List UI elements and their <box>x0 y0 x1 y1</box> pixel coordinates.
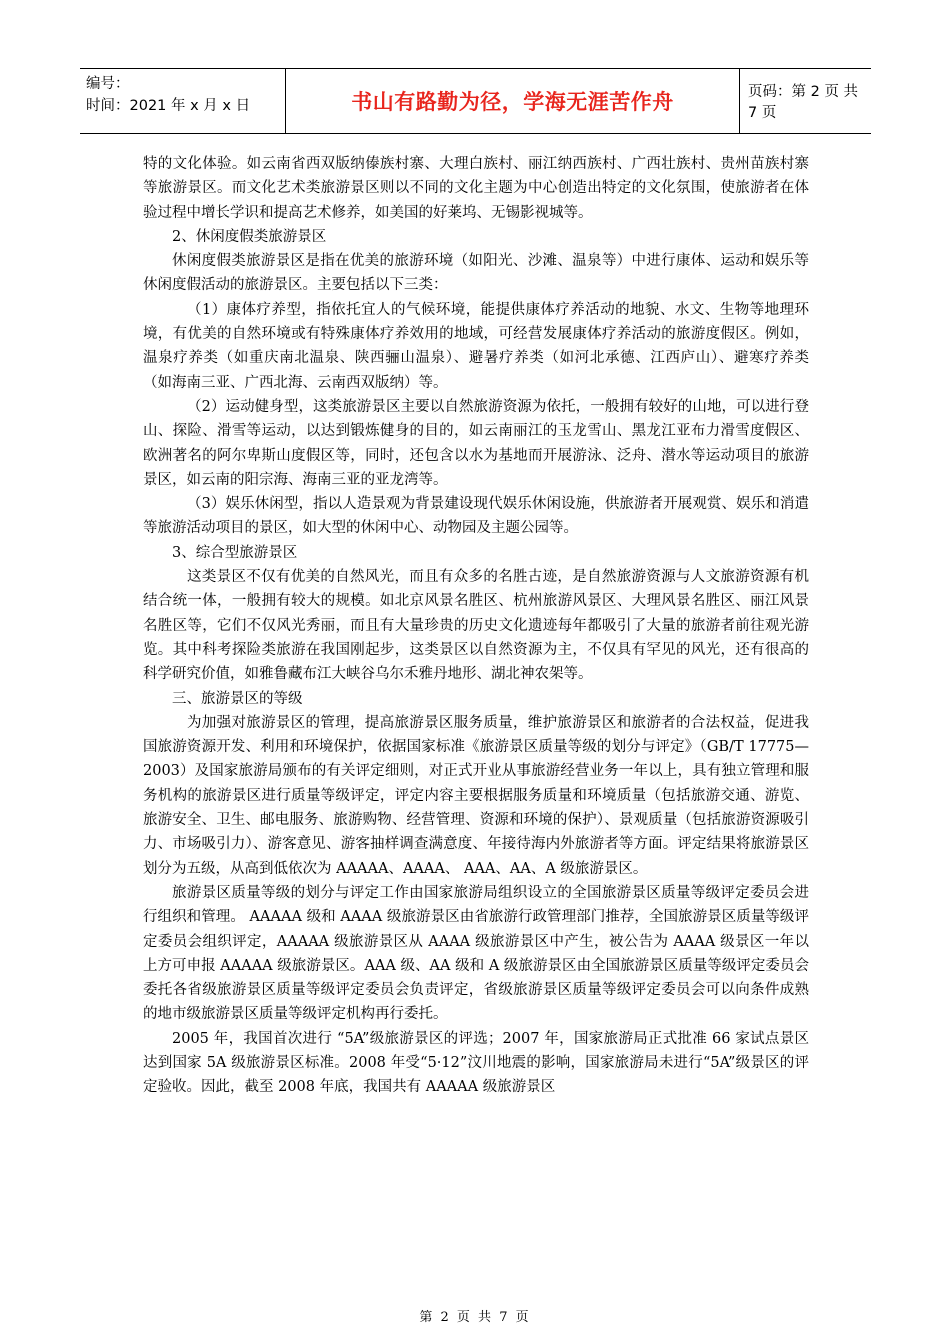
paragraph: 为加强对旅游景区的管理，提高旅游景区服务质量，维护旅游景区和旅游者的合法权益，促进我国旅游资源开发、利用和环境保护，依据国家标准《旅游景区质量等级的划分与评定》（GB/T 17775—2003）及国家旅游局颁布的有关评定细则，对正式开业从事旅游经营业务一年以上，具有独立管理和服务机构的旅游景区进行质量等级评定，评定内容主要根据服务质量和环境质量（包括旅游交通、游览、旅游安全、卫生、邮电服务、旅游购物、经营管理、资源和环境的保护）、景观质量（包括旅游资源吸引力、市场吸引力）、游客意见、游客抽样调查满意度、年接待海内外旅游者等方面。评定结果将旅游景区划分为五级，从高到低依次为 AAAAA、AAAA、 AAA、AA、A 级旅游景区。 <box>143 714 809 877</box>
paragraph: 特的文化体验。如云南省西双版纳傣族村寨、大理白族村、丽江纳西族村、广西壮族村、贵州苗族村寨等旅游景区。而文化艺术类旅游景区则以不同的文化主题为中心创造出特定的文化氛围，使旅游者在体验过程中增长学识和提高艺术修养，如美国的好莱坞、无锡影视城等。 <box>143 156 809 221</box>
page-header <box>80 68 871 134</box>
document-time-label: 时间：2021 年 x 月 x 日 <box>86 98 251 114</box>
paragraph: 2005 年，我国首次进行 “5A”级旅游景区的评选；2007 年，国家旅游局正式批准 66 家试点景区达到国家 5A 级旅游景区标准。2008 年受“5·12”汶川地震的影响，国家旅游局未进行“5A”级景区的评定验收。因此，截至 2008 年底，我国共有 AAAAA 级旅游景区 <box>143 1030 809 1096</box>
document-body <box>143 152 809 1100</box>
header-motto: 书山有路勤为径，学海无涯苦作舟 <box>286 69 740 133</box>
paragraph: 旅游景区质量等级的划分与评定工作由国家旅游局组织设立的全国旅游景区质量等级评定委员会进行组织和管理。 AAAAA 级和 AAAA 级旅游景区由省旅游行政管理部门推荐，全国旅游景区质量等级评定委员会组织评定，AAAAA 级旅游景区从 AAAA 级旅游景区中产生，被公告为 AAAA 级景区一年以上方可申报 AAAAA 级旅游景区。AAA 级、AA 级和 A 级旅游景区由全国旅游景区质量等级评定委员会委托各省级旅游景区质量等级评定委员会负责评定，省级旅游景区质量等级评定委员会可以向条件成熟的地市级旅游景区质量等级评定机构再行委托。 <box>143 884 809 1023</box>
paragraph: （1）康体疗养型，指依托宜人的气候环境，能提供康体疗养活动的地貌、水文、生物等地理环境，有优美的自然环境或有特殊康体疗养效用的地域，可经营发展康体疗养活动的旅游度假区。例如，温泉疗养类（如重庆南北温泉、陕西骊山温泉）、避暑疗养类（如河北承德、江西庐山）、避寒疗养类（如海南三亚、广西北海、云南西双版纳）等。 <box>143 301 809 391</box>
paragraph: 这类景区不仅有优美的自然风光，而且有众多的名胜古迹，是自然旅游资源与人文旅游资源有机结合统一体，一般拥有较大的规模。如北京风景名胜区、杭州旅游风景区、大理风景名胜区、丽江风景名胜区等，它们不仅风光秀丽，而且有大量珍贵的历史文化遗迹每年都吸引了大量的旅游者前往观光游览。其中科考探险类旅游在我国刚起步，这类景区以自然资源为主，不仅具有罕见的风光，还有很高的科学研究价值，如雅鲁藏布江大峡谷乌尔禾雅丹地形、湖北神农架等。 <box>143 569 809 683</box>
header-info-cell <box>80 69 286 133</box>
section-heading: 2、休闲度假类旅游景区 <box>172 228 327 245</box>
paragraph: （2）运动健身型，这类旅游景区主要以自然旅游资源为依托，一般拥有较好的山地，可以进行登山、探险、滑雪等运动，以达到锻炼健身的目的，如云南丽江的玉龙雪山、黑龙江亚布力滑雪度假区、欧洲著名的阿尔卑斯山度假区等，同时，还包含以水为基地而开展游泳、泛舟、潜水等运动项目的旅游景区，如云南的阳宗海、海南三亚的亚龙湾等。 <box>143 398 809 488</box>
paragraph: 休闲度假类旅游景区是指在优美的旅游环境（如阳光、沙滩、温泉等）中进行康体、运动和娱乐等休闲度假活动的旅游景区。主要包括以下三类： <box>143 253 809 294</box>
header-page-info: 页码：第 2 页 共 7 页 <box>748 84 859 121</box>
section-heading: 3、综合型旅游景区 <box>172 544 298 561</box>
paragraph: （3）娱乐休闲型，指以人造景观为背景建设现代娱乐休闲设施，供旅游者开展观赏、娱乐和消遣等旅游活动项目的景区，如大型的休闲中心、动物园及主题公园等。 <box>143 496 809 537</box>
document-number-label: 编号： <box>86 76 130 92</box>
section-heading: 三、旅游景区的等级 <box>172 690 303 707</box>
page-footer: 第 2 页 共 7 页 <box>419 1310 531 1325</box>
